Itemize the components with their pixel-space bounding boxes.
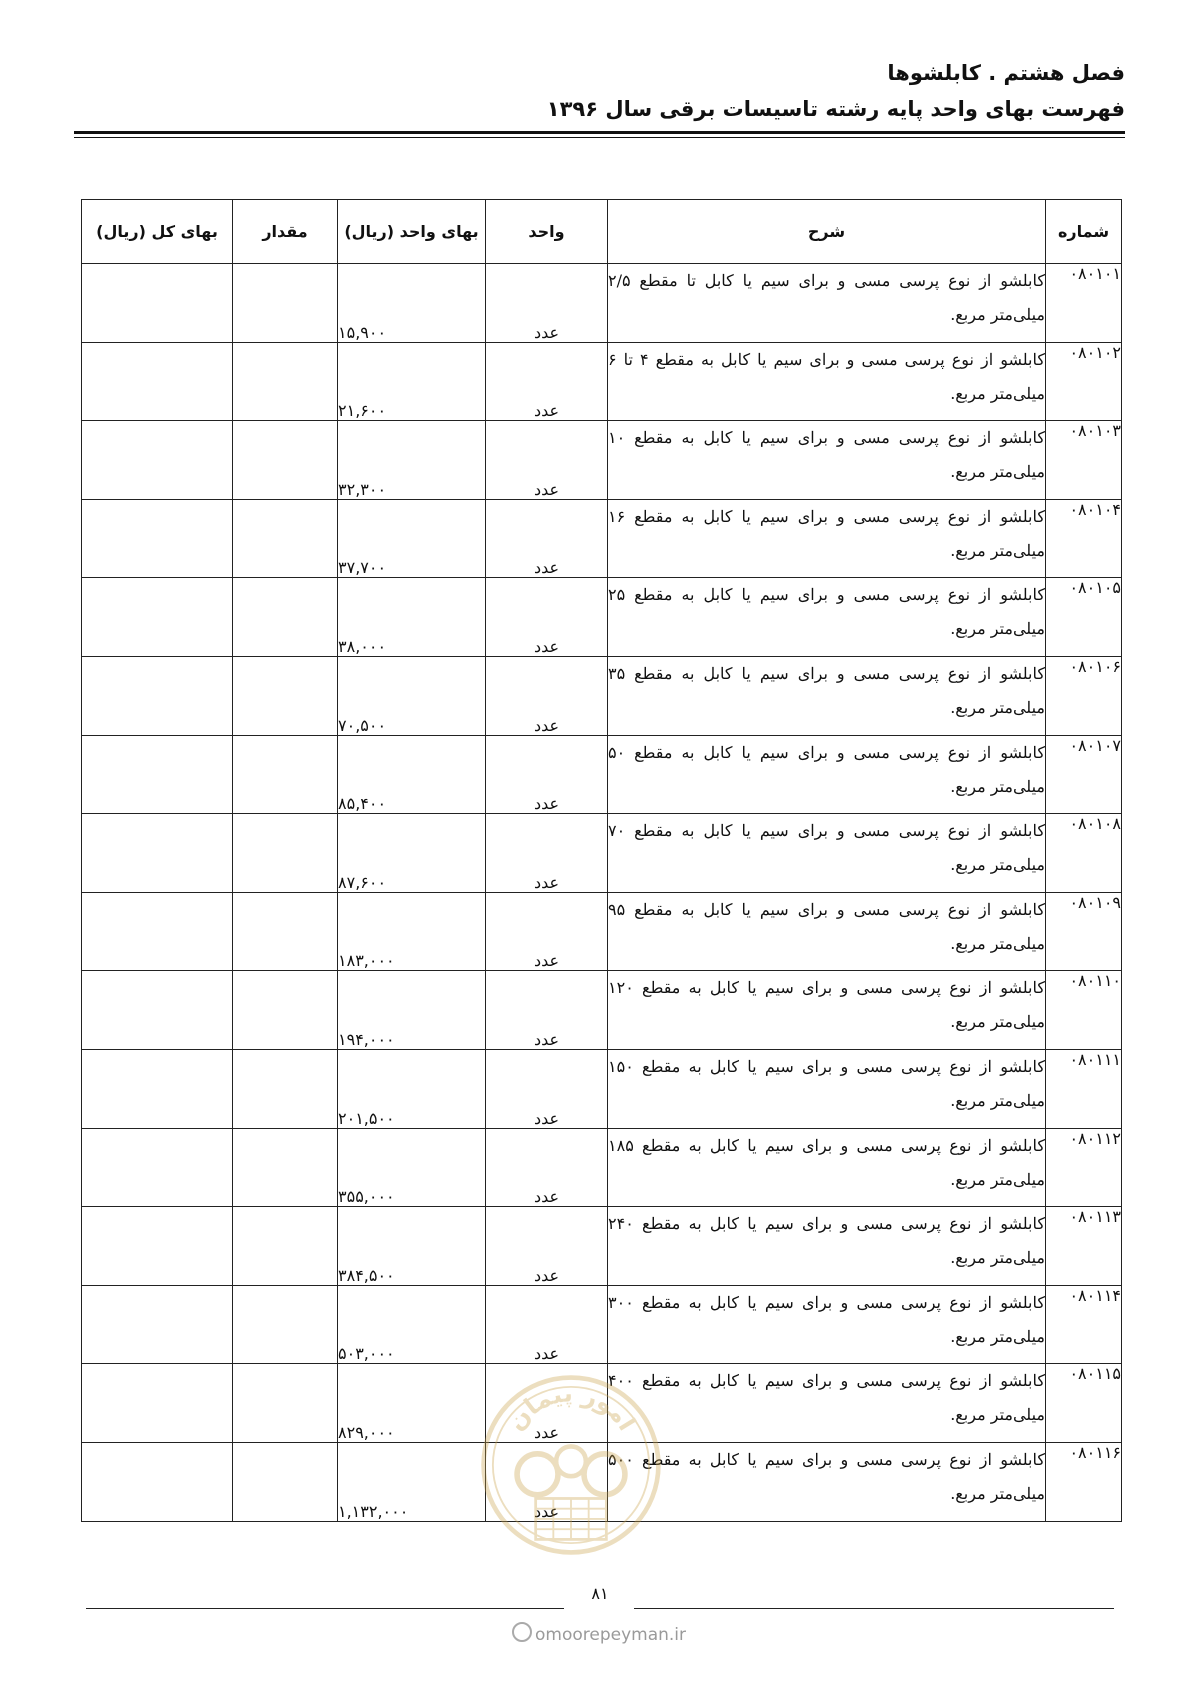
row-unit-price: ۱۵,۹۰۰ [338,264,486,343]
row-description: کابلشو از نوع پرسی مسی و برای سیم یا کابل به مقطع ۲۵ میلی‌متر مربع. [608,578,1046,657]
row-total-price [82,342,233,421]
header-rule-thin [74,137,1125,138]
row-description: کابلشو از نوع پرسی مسی و برای سیم یا کابل به مقطع ۱۸۵ میلی‌متر مربع. [608,1128,1046,1207]
row-description: کابلشو از نوع پرسی مسی و برای سیم یا کابل به مقطع ۱۰ میلی‌متر مربع. [608,421,1046,500]
watermark-logo [478,1372,664,1558]
row-description: کابلشو از نوع پرسی مسی و برای سیم یا کابل به مقطع ۱۶ میلی‌متر مربع. [608,499,1046,578]
row-total-price [82,1207,233,1286]
row-quantity [233,421,338,500]
row-number: ۰۸۰۱۱۳ [1046,1207,1122,1286]
row-number: ۰۸۰۱۱۰ [1046,971,1122,1050]
watermark-site-text: omoorepeyman.ir [534,1625,687,1645]
table-row [82,735,1122,814]
row-unit-price: ۳۷,۷۰۰ [338,499,486,578]
table-body [82,264,1122,1522]
row-number: ۰۸۰۱۰۱ [1046,264,1122,343]
row-unit: عدد [486,1364,608,1443]
row-unit-price: ۲۱,۶۰۰ [338,342,486,421]
row-description: کابلشو از نوع پرسی مسی و برای سیم یا کابل به مقطع ۹۵ میلی‌متر مربع. [608,892,1046,971]
table-row [82,1128,1122,1207]
row-unit: عدد [486,264,608,343]
row-unit: عدد [486,971,608,1050]
row-unit: عدد [486,1442,608,1521]
row-description: کابلشو از نوع پرسی مسی و برای سیم یا کابل به مقطع ۷۰ میلی‌متر مربع. [608,814,1046,893]
header-rule-thick [74,131,1125,134]
row-unit: عدد [486,1049,608,1128]
row-quantity [233,814,338,893]
row-quantity [233,499,338,578]
document-subtitle: فهرست بهای واحد پایه رشته تاسیسات برقی سال ۱۳۹۶ [546,97,1125,121]
row-number: ۰۸۰۱۰۹ [1046,892,1122,971]
row-number: ۰۸۰۱۰۲ [1046,342,1122,421]
row-total-price [82,421,233,500]
row-description: کابلشو از نوع پرسی مسی و برای سیم یا کابل به مقطع ۵۰۰ میلی‌متر مربع. [608,1442,1046,1521]
row-number: ۰۸۰۱۰۴ [1046,499,1122,578]
row-number: ۰۸۰۱۰۶ [1046,656,1122,735]
row-description: کابلشو از نوع پرسی مسی و برای سیم یا کابل به مقطع ۲۴۰ میلی‌متر مربع. [608,1207,1046,1286]
table-row [82,971,1122,1050]
row-unit-price: ۳۲,۳۰۰ [338,421,486,500]
row-unit: عدد [486,735,608,814]
row-number: ۰۸۰۱۰۷ [1046,735,1122,814]
row-unit: عدد [486,1128,608,1207]
column-header-unit-price: بهای واحد (ریال) [338,200,486,264]
row-number: ۰۸۰۱۰۵ [1046,578,1122,657]
table-row [82,1049,1122,1128]
table-row [82,578,1122,657]
row-quantity [233,1442,338,1521]
row-unit-price: ۵۰۳,۰۰۰ [338,1285,486,1364]
row-unit-price: ۱۸۳,۰۰۰ [338,892,486,971]
row-total-price [82,735,233,814]
row-quantity [233,735,338,814]
row-quantity [233,656,338,735]
row-unit-price: ۳۵۵,۰۰۰ [338,1128,486,1207]
table-row [82,264,1122,343]
row-quantity [233,264,338,343]
row-quantity [233,1285,338,1364]
table-row [82,1207,1122,1286]
row-number: ۰۸۰۱۰۸ [1046,814,1122,893]
row-unit-price: ۸۵,۴۰۰ [338,735,486,814]
row-quantity [233,1364,338,1443]
watermark-logo-text: امور پیمان [501,1379,642,1436]
page-number: ۸۱ [591,1584,609,1603]
row-number: ۰۸۰۱۱۵ [1046,1364,1122,1443]
row-total-price [82,892,233,971]
row-total-price [82,1128,233,1207]
column-header-number: شماره [1046,200,1122,264]
row-quantity [233,1128,338,1207]
footer-rule-right [634,1608,1114,1609]
table-row [82,342,1122,421]
row-total-price [82,1049,233,1128]
table-row [82,814,1122,893]
row-unit-price: ۱,۱۳۲,۰۰۰ [338,1442,486,1521]
row-unit: عدد [486,421,608,500]
row-description: کابلشو از نوع پرسی مسی و برای سیم یا کابل به مقطع ۱۵۰ میلی‌متر مربع. [608,1049,1046,1128]
row-total-price [82,814,233,893]
at-icon [512,1622,532,1642]
row-quantity [233,578,338,657]
row-unit-price: ۷۰,۵۰۰ [338,656,486,735]
row-unit-price: ۲۰۱,۵۰۰ [338,1049,486,1128]
row-unit-price: ۸۷,۶۰۰ [338,814,486,893]
table-row [82,892,1122,971]
watermark-site [494,1622,704,1644]
row-description: کابلشو از نوع پرسی مسی و برای سیم یا کابل به مقطع ۴ تا ۶ میلی‌متر مربع. [608,342,1046,421]
row-unit-price: ۳۸,۰۰۰ [338,578,486,657]
row-total-price [82,1285,233,1364]
row-number: ۰۸۰۱۱۲ [1046,1128,1122,1207]
row-unit: عدد [486,578,608,657]
column-header-quantity: مقدار [233,200,338,264]
row-number: ۰۸۰۱۱۶ [1046,1442,1122,1521]
row-total-price [82,578,233,657]
table-row [82,656,1122,735]
table-header-row [82,200,1122,264]
row-quantity [233,892,338,971]
row-unit: عدد [486,814,608,893]
row-unit: عدد [486,499,608,578]
footer-rule-left [86,1608,564,1609]
page-header [65,58,1125,124]
row-description: کابلشو از نوع پرسی مسی و برای سیم یا کابل به مقطع ۴۰۰ میلی‌متر مربع. [608,1364,1046,1443]
row-total-price [82,1442,233,1521]
column-header-description: شرح [608,200,1046,264]
row-unit: عدد [486,1207,608,1286]
row-quantity [233,971,338,1050]
price-list-table [81,199,1122,1522]
row-total-price [82,656,233,735]
row-description: کابلشو از نوع پرسی مسی و برای سیم یا کابل تا مقطع ۲/۵ میلی‌متر مربع. [608,264,1046,343]
column-header-total-price: بهای کل (ریال) [82,200,233,264]
row-total-price [82,1364,233,1443]
column-header-unit: واحد [486,200,608,264]
row-description: کابلشو از نوع پرسی مسی و برای سیم یا کابل به مقطع ۳۵ میلی‌متر مربع. [608,656,1046,735]
row-unit-price: ۱۹۴,۰۰۰ [338,971,486,1050]
table-row [82,421,1122,500]
row-quantity [233,1049,338,1128]
row-description: کابلشو از نوع پرسی مسی و برای سیم یا کابل به مقطع ۵۰ میلی‌متر مربع. [608,735,1046,814]
row-quantity [233,342,338,421]
row-unit-price: ۸۲۹,۰۰۰ [338,1364,486,1443]
row-unit: عدد [486,342,608,421]
row-unit: عدد [486,892,608,971]
row-description: کابلشو از نوع پرسی مسی و برای سیم یا کابل به مقطع ۱۲۰ میلی‌متر مربع. [608,971,1046,1050]
row-number: ۰۸۰۱۰۳ [1046,421,1122,500]
table-row [82,1285,1122,1364]
row-number: ۰۸۰۱۱۴ [1046,1285,1122,1364]
chapter-title: فصل هشتم . کابلشوها [887,61,1125,85]
row-total-price [82,971,233,1050]
row-unit: عدد [486,1285,608,1364]
table-row [82,499,1122,578]
row-description: کابلشو از نوع پرسی مسی و برای سیم یا کابل به مقطع ۳۰۰ میلی‌متر مربع. [608,1285,1046,1364]
row-quantity [233,1207,338,1286]
row-unit-price: ۳۸۴,۵۰۰ [338,1207,486,1286]
row-total-price [82,499,233,578]
row-number: ۰۸۰۱۱۱ [1046,1049,1122,1128]
row-unit: عدد [486,656,608,735]
row-total-price [82,264,233,343]
